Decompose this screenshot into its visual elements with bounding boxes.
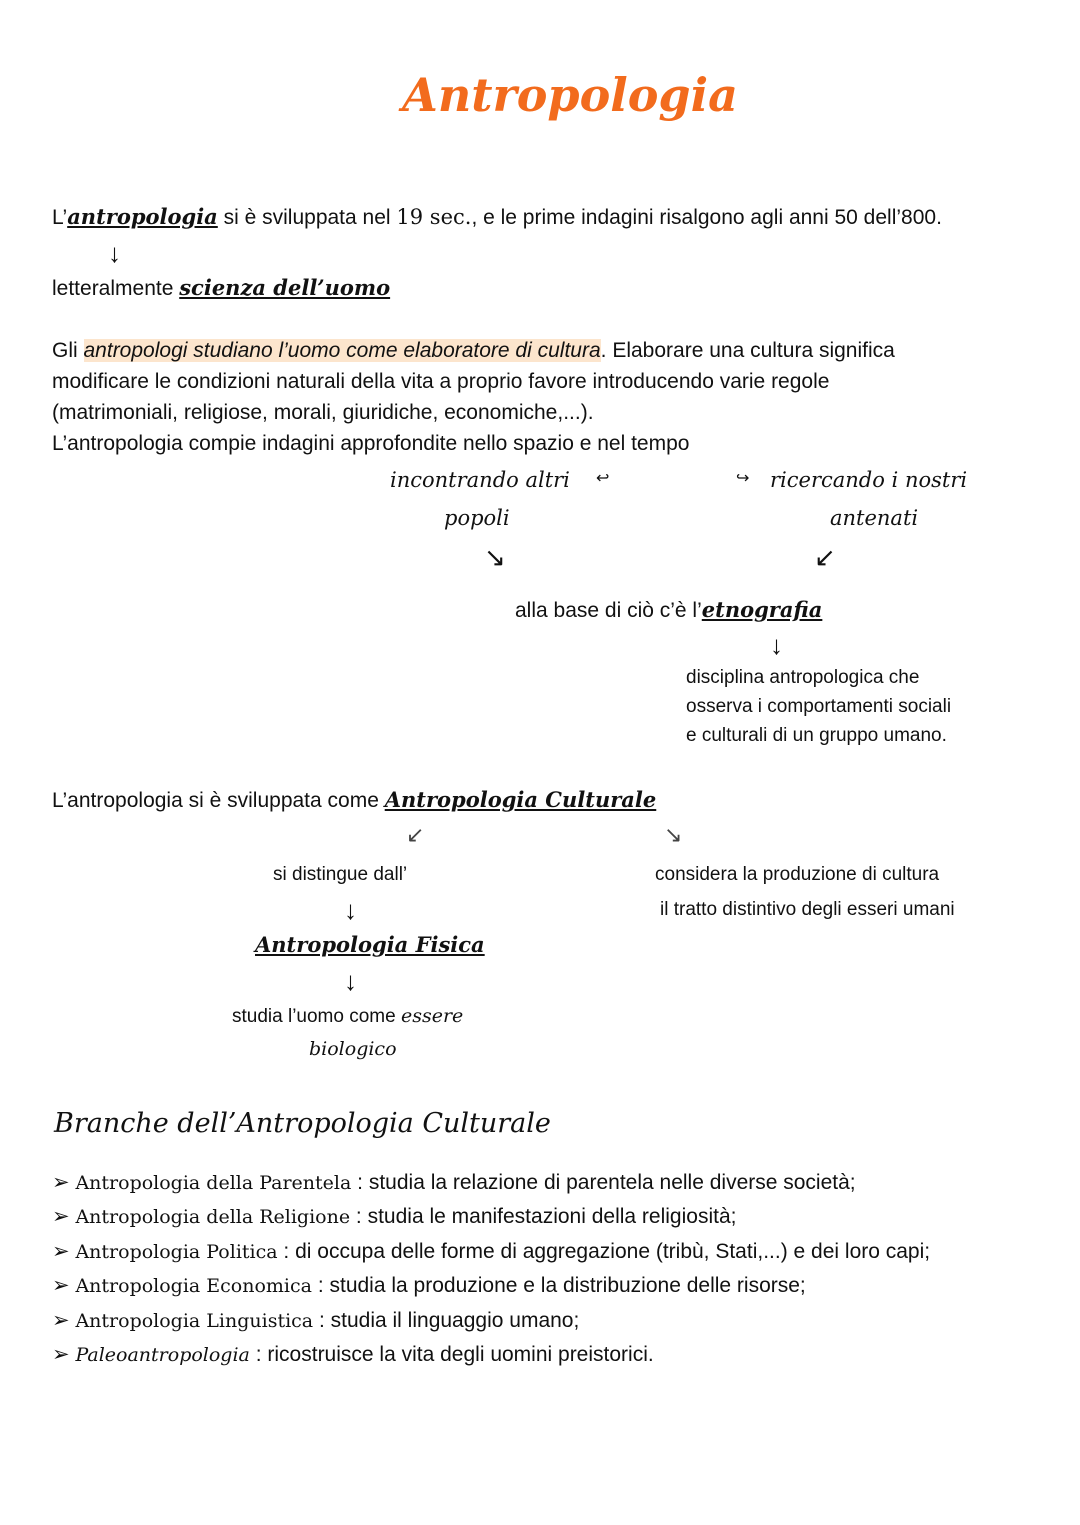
arrow-down-left-icon: ↙: [406, 822, 425, 847]
branch-name: Antropologia della Parentela: [75, 1172, 352, 1194]
culture-desc: considera la produzione di cultura: [655, 864, 940, 885]
text: L’antropologia si è sviluppata come: [52, 789, 385, 812]
arrow-down-icon: ↓: [344, 966, 357, 996]
branch-name: Antropologia della Religione: [75, 1206, 351, 1229]
text: letteralmente: [52, 277, 180, 300]
section-heading: Branche dell’Antropologia Culturale: [54, 1108, 551, 1139]
list-item: [52, 1342, 930, 1376]
forward-arrow-icon: ↪: [736, 470, 750, 487]
arrow-down-icon: ↓: [108, 238, 121, 268]
branch-desc: : studia la produzione e la distribuzione delle risorse;: [311, 1274, 806, 1298]
text: alla base di ciò c’è l’: [515, 599, 702, 622]
term-antropologia-culturale: Antropologia Culturale: [384, 787, 657, 812]
definition-line: disciplina antropologica che: [686, 667, 920, 688]
arrow-down-icon: ↓: [344, 895, 357, 925]
arrow-down-left-icon: ↙: [814, 542, 836, 572]
term-antropologia: antropologia: [67, 204, 218, 229]
etnografia-line: [515, 597, 822, 623]
term-scienza: scienza dell’uomo: [179, 275, 391, 300]
paragraph-line: modificare le condizioni naturali della vita a proprio favore introducendo varie regole: [52, 370, 830, 393]
cultural-line: [52, 787, 656, 813]
list-item: [52, 1273, 930, 1307]
branch-left-text: popoli: [444, 506, 510, 530]
branch-right-text: ricercando i nostri: [770, 468, 968, 492]
text: Gli: [52, 339, 84, 362]
paragraph-line: L’antropologia compie indagini approfondite nello spazio e nel tempo: [52, 432, 690, 455]
fisica-desc: [232, 1005, 463, 1028]
arrow-down-right-icon: ↘: [664, 822, 683, 847]
list-item: [52, 1308, 930, 1342]
branches-list: [52, 1170, 930, 1376]
branch-desc: : studia le manifestazioni della religiosità;: [350, 1205, 737, 1229]
definition-line: osserva i comportamenti sociali: [686, 696, 952, 717]
paragraph-line: [52, 339, 895, 363]
bullet-arrow-icon: ➢: [52, 1308, 70, 1332]
list-item: [52, 1239, 930, 1273]
arrow-down-right-icon: ↘: [484, 542, 506, 572]
term-etnografia: etnografia: [701, 597, 823, 622]
paragraph-line: (matrimoniali, religiose, morali, giuridiche, economiche,...).: [52, 401, 594, 424]
definition-line: e culturali di un gruppo umano.: [686, 725, 947, 746]
distinguish-text: si distingue dall’: [273, 864, 408, 885]
bullet-arrow-icon: ➢: [52, 1274, 70, 1298]
text: L’: [52, 206, 68, 229]
branch-right-text: antenati: [830, 506, 919, 530]
century: 19 sec.: [396, 205, 472, 229]
list-item: [52, 1204, 930, 1238]
paragraph-intro: [52, 204, 942, 230]
bullet-arrow-icon: ➢: [52, 1171, 70, 1194]
paragraph-meaning: [52, 275, 390, 301]
list-item: [52, 1170, 930, 1204]
text: , e le prime indagini risalgono agli anni 50 dell’800.: [471, 206, 942, 229]
text: studia l’uomo come: [232, 1006, 401, 1027]
bullet-arrow-icon: ➢: [52, 1342, 70, 1366]
text: essere: [400, 1005, 464, 1027]
branch-desc: : di occupa delle forme di aggregazione (tribù, Stati,...) e dei loro capi;: [277, 1239, 931, 1263]
text: . Elaborare una cultura significa: [600, 339, 895, 362]
highlighted-text: antropologi studiano l’uomo come elaboratore di cultura: [83, 339, 601, 362]
branch-name: Antropologia Economica: [75, 1275, 312, 1298]
branch-name: Paleoantropologia: [75, 1343, 250, 1366]
branch-desc: : studia la relazione di parentela nelle diverse società;: [351, 1171, 856, 1194]
branch-name: Antropologia Politica: [75, 1240, 278, 1263]
fisica-desc: biologico: [309, 1038, 397, 1060]
bullet-arrow-icon: ➢: [52, 1205, 70, 1229]
culture-desc: il tratto distintivo degli esseri umani: [660, 899, 955, 920]
branch-desc: : ricostruisce la vita degli uomini preistorici.: [249, 1342, 654, 1366]
branch-desc: : studia il linguaggio umano;: [313, 1308, 580, 1332]
branch-left-text: incontrando altri: [390, 468, 570, 492]
page-title: Antropologia: [402, 68, 738, 122]
branch-name: Antropologia Linguistica: [75, 1309, 314, 1332]
term-antropologia-fisica: Antropologia Fisica: [255, 932, 485, 957]
bullet-arrow-icon: ➢: [52, 1239, 70, 1263]
arrow-down-icon: ↓: [770, 630, 783, 660]
return-arrow-icon: ↩: [596, 470, 610, 487]
text: si è sviluppata nel: [217, 206, 397, 229]
